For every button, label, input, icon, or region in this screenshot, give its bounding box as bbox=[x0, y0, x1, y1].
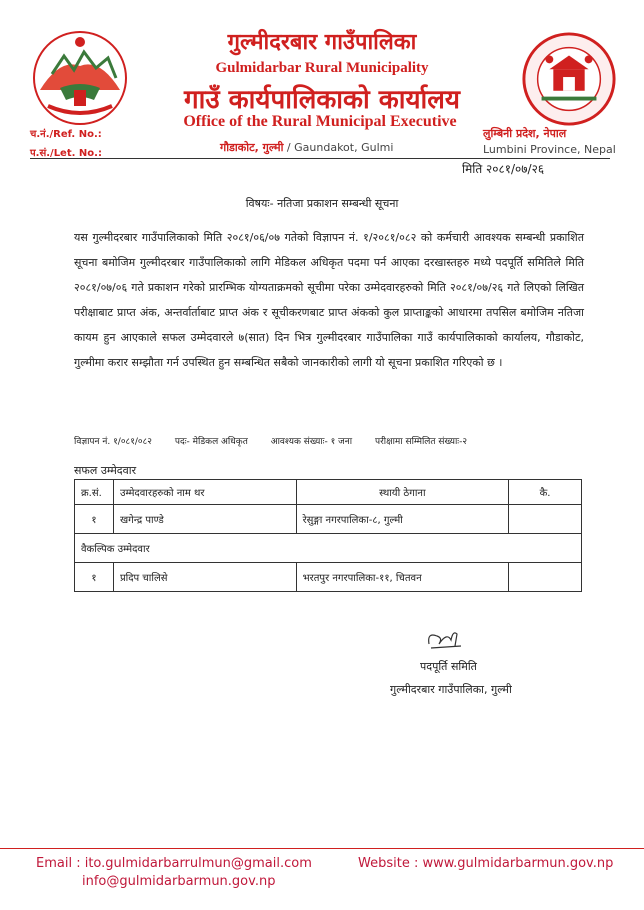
footer-email-primary: Email : ito.gulmidarbarrulmun@gmail.com bbox=[36, 856, 312, 871]
letter-no-label: प.सं./Let. No.: bbox=[30, 148, 102, 159]
address-separator: / bbox=[286, 141, 291, 154]
row-remark bbox=[509, 505, 582, 534]
municipality-name-np: गुल्मीदरबार गाउँपालिका bbox=[227, 30, 417, 55]
col-address: स्थायी ठेगाना bbox=[296, 480, 509, 505]
post-name: पदः- मेडिकल अधिकृत bbox=[174, 437, 248, 447]
col-name: उम्मेदवारहरुको नाम थर bbox=[113, 480, 296, 505]
success-candidates-title: सफल उम्मेदवार bbox=[74, 464, 137, 477]
province-en: Lumbini Province, Nepal bbox=[483, 143, 616, 156]
municipality-name-en: Gulmidarbar Rural Municipality bbox=[215, 60, 429, 76]
office-name-en: Office of the Rural Municipal Executive bbox=[183, 113, 457, 130]
row-name: प्रदिप चालिसे bbox=[113, 563, 296, 592]
row-address: रेसुङ्गा नगरपालिका-८, गुल्मी bbox=[296, 505, 509, 534]
office-name-np: गाउँ कार्यपालिकाको कार्यालय bbox=[184, 85, 460, 115]
col-sn: क्र.सं. bbox=[75, 480, 114, 505]
ref-no-label: च.नं./Ref. No.: bbox=[30, 129, 102, 140]
col-remark: कै. bbox=[509, 480, 582, 505]
table-header-row bbox=[75, 480, 582, 505]
footer-email-secondary: info@gulmidarbarmun.gov.np bbox=[82, 874, 276, 889]
footer-divider bbox=[0, 848, 644, 849]
row-remark bbox=[509, 563, 582, 592]
ref-no bbox=[30, 126, 102, 140]
table-row bbox=[75, 505, 582, 534]
subject-line: विषयः- नतिजा प्रकाशन सम्बन्धी सूचना bbox=[245, 197, 399, 210]
address-np: गौडाकोट, गुल्मी bbox=[220, 141, 284, 154]
advertisement-meta bbox=[74, 434, 594, 447]
table-row bbox=[75, 563, 582, 592]
row-name: खगेन्द्र पाण्डे bbox=[113, 505, 296, 534]
footer-website: Website : www.gulmidarbarmun.gov.np bbox=[358, 856, 614, 871]
alternate-section-row bbox=[75, 534, 582, 563]
header-divider bbox=[30, 158, 610, 159]
address-en: Gaundakot, Gulmi bbox=[294, 141, 394, 154]
row-address: भरतपुर नगरपालिका-११, चितवन bbox=[296, 563, 509, 592]
signatory-organization: गुल्मीदरबार गाउँपालिका, गुल्मी bbox=[390, 683, 512, 696]
required-count: आवश्यक संख्याः- १ जना bbox=[270, 437, 353, 447]
signature-scribble bbox=[425, 628, 465, 652]
row-sn: १ bbox=[75, 563, 114, 592]
letter-no bbox=[30, 145, 102, 159]
signatory-title: पदपूर्ति समिति bbox=[420, 660, 477, 673]
ad-number: विज्ञापन नं. १/०८१/०८२ bbox=[74, 437, 152, 447]
row-sn: १ bbox=[75, 505, 114, 534]
alternate-candidates-title: वैकल्पिक उम्मेदवार bbox=[75, 534, 582, 563]
results-table bbox=[74, 479, 582, 592]
exam-count: परीक्षामा सम्मिलित संख्याः-२ bbox=[375, 437, 468, 447]
notice-paragraph: यस गुल्मीदरबार गाउँपालिकाको मिति २०८१/०६/०७ गतेको विज्ञापन नं. १/२०८१/०८२ को कर्मचारी आवश्यक सम्बन्धी प्रकाशित सूचना बमोजिम गुल्मीदरबार गाउँपालिकाको लागि मेडिकल अधिकृत पदमा पर्न आएका दरखास्तहरु मध्ये पदपूर्ति समितिले मिति २०८१/०७/०६ गते प्रकाशन गरेको प्रारम्भिक योग्यताक्रमको सूचीमा परेका उम्मेदवारहरुको मिति २०८१/०७/२६ गते लिएको लिखित परीक्षाबाट प्राप्त अंक, अन्तर्वार्ताबाट प्राप्त अंक र सूचीकरणबाट प्राप्त अंकको कुल प्राप्ताङ्कको आधारमा तपसिल बमोजिम नतिजा कायम हुन आएकाले सफल उम्मेदवारले ७(सात) दिन भित्र गुल्मीदरबार गाउँपालिका गाउँ कार्यपालिकाको कार्यालय, गौडाकोट, गुल्मीमा करार सम्झौता गर्न उपस्थित हुन सम्बन्धित सबैको जानकारीको लागी यो सूचना प्रकाशित गरिएको छ । bbox=[74, 231, 584, 369]
province-np: लुम्बिनी प्रदेश, नेपाल bbox=[483, 127, 567, 140]
issue-date: मिति २०८१/०७/२६ bbox=[462, 162, 545, 176]
address bbox=[220, 140, 393, 155]
